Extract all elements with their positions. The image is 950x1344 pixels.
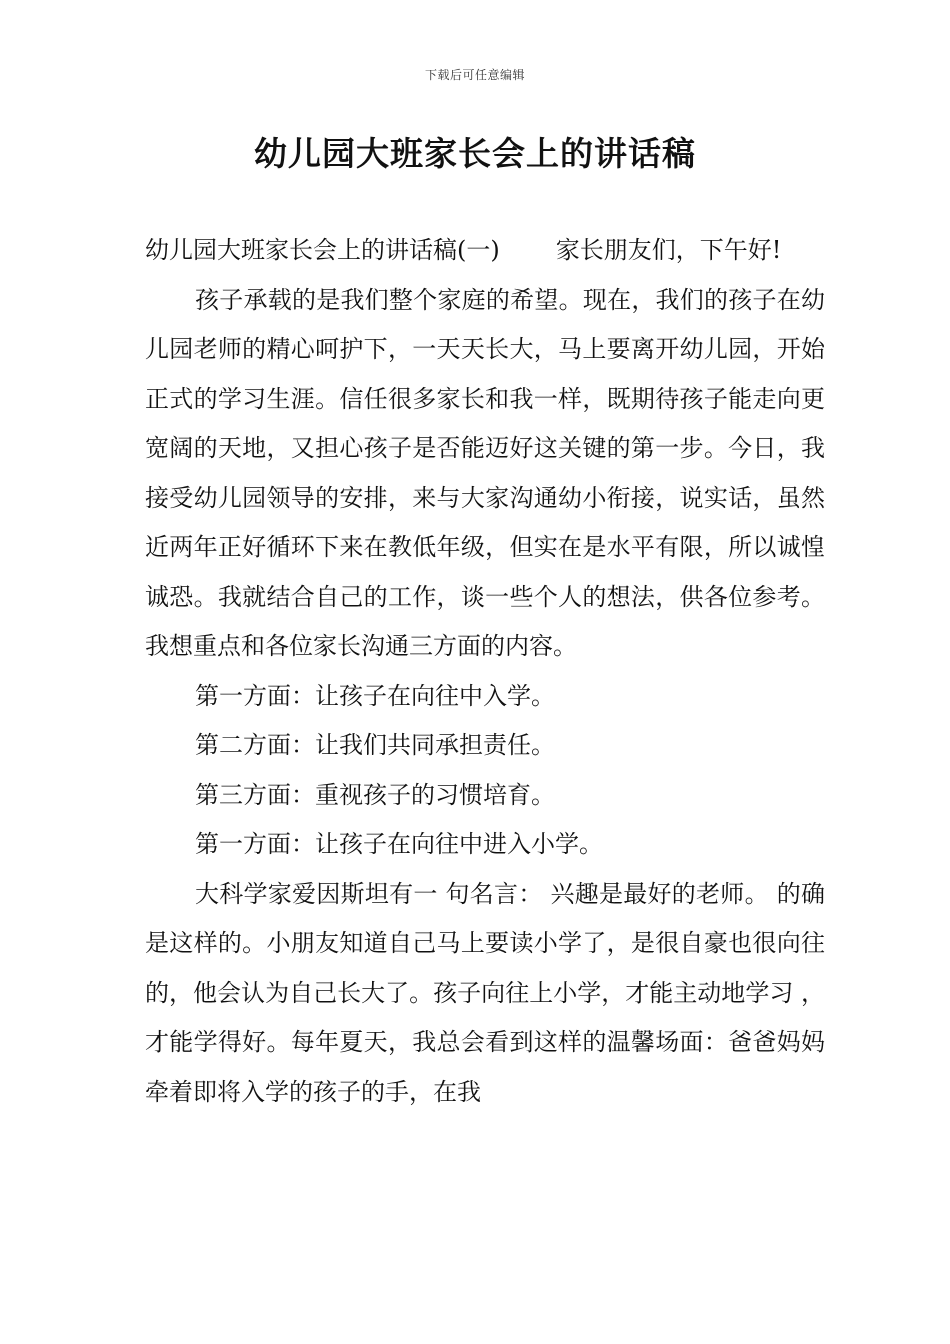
paragraph-6: 大科学家爱因斯坦有一 句名言： 兴趣是最好的老师。 的确是这样的。小朋友知道自己马上要读小学了，是很自豪也很向往的，他会认为自己长大了。孩子向往上小学，才能主动地学习 ，才能学得好。每年夏天，我总会看到这样的温馨场面：爸爸妈妈牵着即将入学的孩子的手，在我 — [145, 879, 825, 1106]
header-note: 下载后可任意编辑 — [424, 68, 525, 82]
document-body — [145, 226, 825, 1117]
intro-greeting: 家长朋友们，下午好! — [555, 236, 782, 264]
paragraph-5: 第一方面：让孩子在向往中进入小学。 — [195, 830, 603, 858]
paragraph-4: 第三方面：重视孩子的习惯培育。 — [195, 780, 555, 809]
paragraph-2: 第一方面：让孩子在向往中入学。 — [195, 681, 555, 710]
document-title: 幼儿园大班家长会上的讲话稿 — [254, 134, 696, 173]
intro-subtitle: 幼儿园大班家长会上的讲话稿(一) — [145, 236, 500, 264]
intro-paragraph — [145, 226, 825, 276]
paragraph-3: 第二方面：让我们共同承担责任。 — [195, 731, 555, 759]
paragraph-1: 孩子承载的是我们整个家庭的希望。现在，我们的孩子在幼儿园老师的精心呵护下，一天天长大，马上要离开幼儿园，开始正式的学习生涯。信任很多家长和我一样，既期待孩子能走向更宽阔的天地，又担心孩子是否能迈好这关键的第一步。今日，我接受幼儿园领导的安排，来与大家沟通幼小衔接，说实话，虽然近两年正好循环下来在教低年级，但实在是水平有限，所以诚惶诚恐。我就结合自己的工作，谈一些个人的想法，供各位参考。我想重点和各位家长沟通三方面的内容。 — [145, 285, 825, 660]
